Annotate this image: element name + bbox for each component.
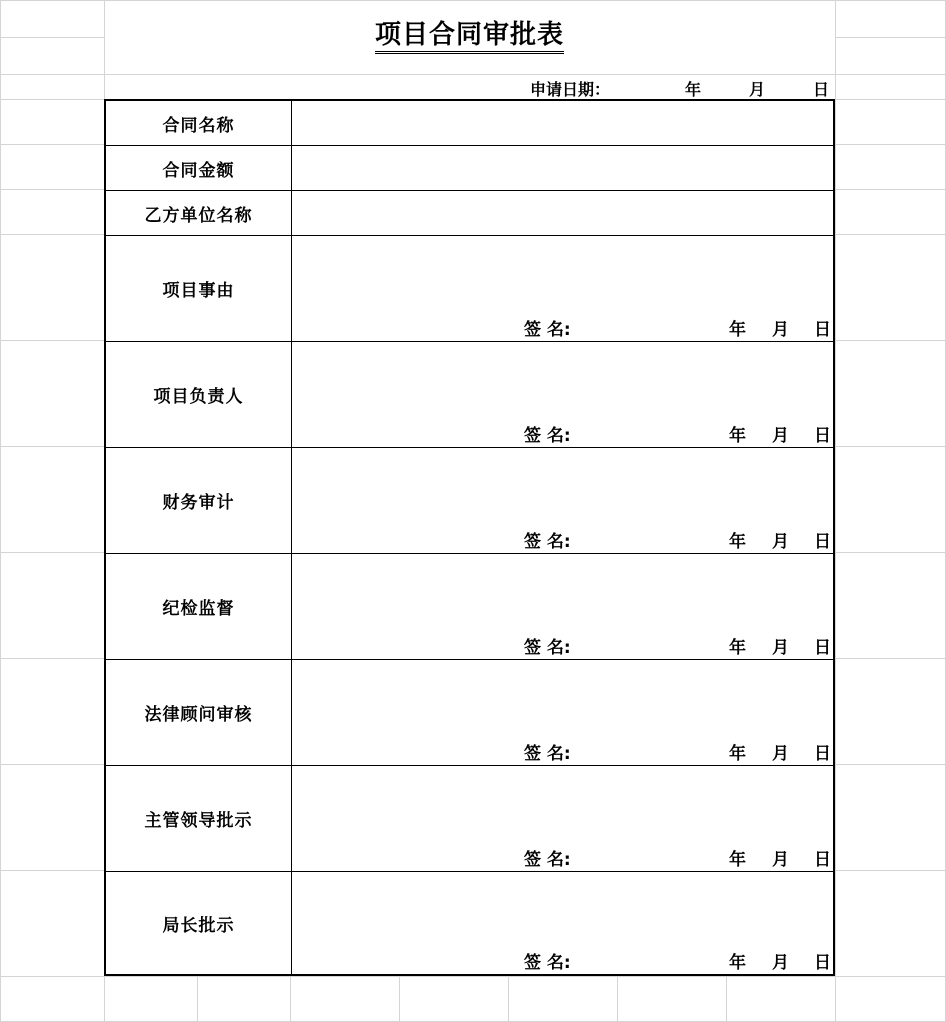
approval-row-supervisor-instruction (106, 766, 833, 872)
gridline (617, 976, 618, 1022)
party-b-name-input[interactable] (292, 191, 833, 235)
gridline (0, 37, 104, 38)
sign-day: 日 (814, 953, 831, 973)
approval-label: 财务审计 (106, 448, 292, 553)
sign-day: 日 (814, 744, 831, 764)
application-date-row[interactable] (104, 74, 835, 99)
form-title-cell[interactable] (104, 0, 835, 74)
approval-row-financial-audit (106, 448, 833, 554)
approval-label: 项目负责人 (106, 342, 292, 447)
approval-form-table (104, 99, 835, 976)
approval-label: 项目事由 (106, 236, 292, 341)
gridline (508, 976, 509, 1022)
sign-year: 年 (729, 638, 746, 658)
gridline (726, 976, 727, 1022)
sign-label: 签 名: (524, 638, 571, 658)
sign-year: 年 (729, 320, 746, 340)
sign-month: 月 (772, 320, 789, 340)
financial-audit-input[interactable] (292, 448, 833, 553)
gridline (0, 976, 946, 977)
field-label: 合同名称 (106, 101, 292, 145)
approval-label: 主管领导批示 (106, 766, 292, 871)
approval-row-legal-review (106, 660, 833, 766)
sign-month: 月 (772, 532, 789, 552)
field-row-party-b-name (106, 191, 833, 236)
sign-month: 月 (772, 426, 789, 446)
sign-day: 日 (814, 638, 831, 658)
sign-label: 签 名: (524, 953, 571, 973)
approval-row-director-instruction (106, 872, 833, 974)
form-title: 项目合同审批表 (375, 20, 564, 54)
discipline-supervision-input[interactable] (292, 554, 833, 659)
application-date-year: 年 (685, 80, 702, 99)
application-date-month: 月 (749, 80, 766, 99)
sign-day: 日 (814, 426, 831, 446)
legal-review-input[interactable] (292, 660, 833, 765)
approval-row-project-reason (106, 236, 833, 342)
sign-month: 月 (772, 638, 789, 658)
field-row-contract-name (106, 101, 833, 146)
sign-year: 年 (729, 426, 746, 446)
gridline (835, 37, 946, 38)
approval-row-discipline-supervision (106, 554, 833, 660)
field-label: 乙方单位名称 (106, 191, 292, 235)
gridline (0, 0, 1, 1022)
application-date-label: 申请日期： (530, 80, 611, 99)
approval-row-project-leader (106, 342, 833, 448)
director-instruction-input[interactable] (292, 872, 833, 974)
gridline (197, 976, 198, 1022)
sign-year: 年 (729, 850, 746, 870)
approval-label: 法律顾问审核 (106, 660, 292, 765)
sign-label: 签 名: (524, 850, 571, 870)
field-label: 合同金额 (106, 146, 292, 190)
approval-label: 纪检监督 (106, 554, 292, 659)
sign-label: 签 名: (524, 320, 571, 340)
sign-label: 签 名: (524, 744, 571, 764)
contract-name-input[interactable] (292, 101, 833, 145)
field-row-contract-amount (106, 146, 833, 191)
sign-label: 签 名: (524, 426, 571, 446)
sign-month: 月 (772, 850, 789, 870)
sign-month: 月 (772, 744, 789, 764)
supervisor-instruction-input[interactable] (292, 766, 833, 871)
sign-label: 签 名: (524, 532, 571, 552)
project-leader-input[interactable] (292, 342, 833, 447)
contract-amount-input[interactable] (292, 146, 833, 190)
application-date-day: 日 (813, 80, 830, 99)
sign-day: 日 (814, 320, 831, 340)
gridline (399, 976, 400, 1022)
gridline (290, 976, 291, 1022)
approval-label: 局长批示 (106, 872, 292, 974)
sign-year: 年 (729, 532, 746, 552)
sign-day: 日 (814, 532, 831, 552)
sign-day: 日 (814, 850, 831, 870)
sign-year: 年 (729, 744, 746, 764)
project-reason-input[interactable] (292, 236, 833, 341)
sign-year: 年 (729, 953, 746, 973)
sign-month: 月 (772, 953, 789, 973)
gridline (835, 0, 836, 1022)
